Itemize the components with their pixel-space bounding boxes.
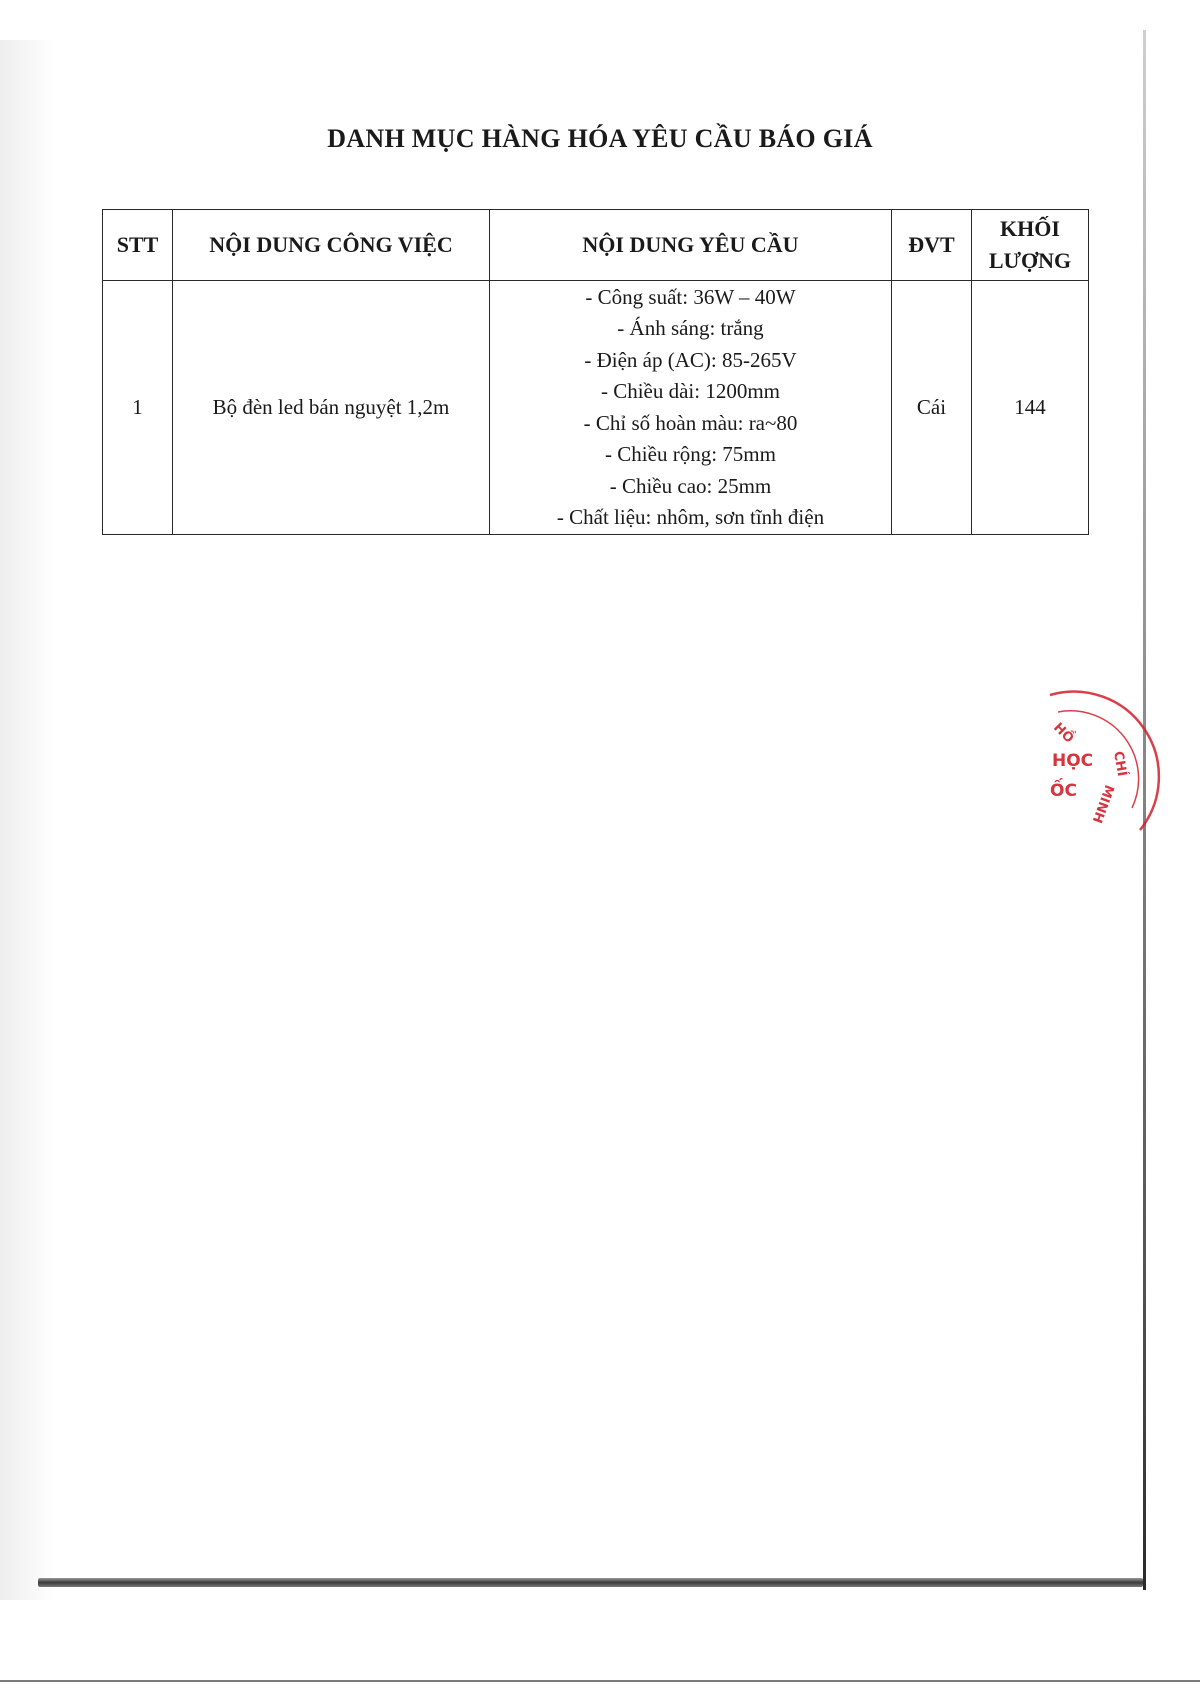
stamp-text-hoc: HỌC bbox=[1052, 751, 1094, 771]
requirement-line: - Chiều dài: 1200mm bbox=[600, 379, 781, 403]
scan-line-footer bbox=[0, 1680, 1200, 1682]
quote-table bbox=[102, 209, 1089, 535]
cell-work: Bộ đèn led bán nguyệt 1,2m bbox=[173, 281, 490, 535]
requirement-line: - Chiều cao: 25mm bbox=[609, 473, 772, 498]
cell-requirements bbox=[490, 281, 892, 535]
header-row bbox=[103, 210, 1089, 281]
requirement-line: - Chỉ số hoàn màu: ra~80 bbox=[583, 410, 798, 435]
requirement-line: - Chất liệu: nhôm, sơn tĩnh điện bbox=[556, 505, 825, 529]
requirement-line: - Công suất: 36W – 40W bbox=[585, 284, 796, 309]
stamp-text-ho: HỒ bbox=[1050, 720, 1077, 747]
scan-band-bottom bbox=[38, 1578, 1143, 1587]
cell-quantity: 144 bbox=[972, 281, 1089, 535]
stamp-text-minh: MINH bbox=[1088, 782, 1117, 825]
scan-shadow-left bbox=[0, 40, 55, 1600]
header-unit: ĐVT bbox=[892, 210, 972, 281]
header-stt: STT bbox=[103, 210, 173, 281]
cell-stt: 1 bbox=[103, 281, 173, 535]
header-work: NỘI DUNG CÔNG VIỆC bbox=[173, 210, 490, 281]
requirement-line: - Chiều rộng: 75mm bbox=[605, 442, 776, 466]
stamp-text-oc: ỐC bbox=[1050, 781, 1077, 801]
table-row bbox=[103, 281, 1089, 535]
cell-unit: Cái bbox=[892, 281, 972, 535]
header-quantity bbox=[972, 210, 1089, 281]
document-title: DANH MỤC HÀNG HÓA YÊU CẦU BÁO GIÁ bbox=[327, 124, 873, 153]
stamp-text-chi: CHÍ bbox=[1110, 750, 1130, 778]
header-requirements: NỘI DUNG YÊU CẦU bbox=[490, 210, 892, 281]
requirement-line: - Điện áp (AC): 85-265V bbox=[584, 347, 797, 372]
header-quantity-line1: KHỐI bbox=[1000, 216, 1060, 241]
official-stamp-seal bbox=[1030, 690, 1190, 870]
requirement-line: - Ánh sáng: trắng bbox=[617, 316, 764, 340]
header-quantity-line2: LƯỢNG bbox=[988, 248, 1072, 273]
